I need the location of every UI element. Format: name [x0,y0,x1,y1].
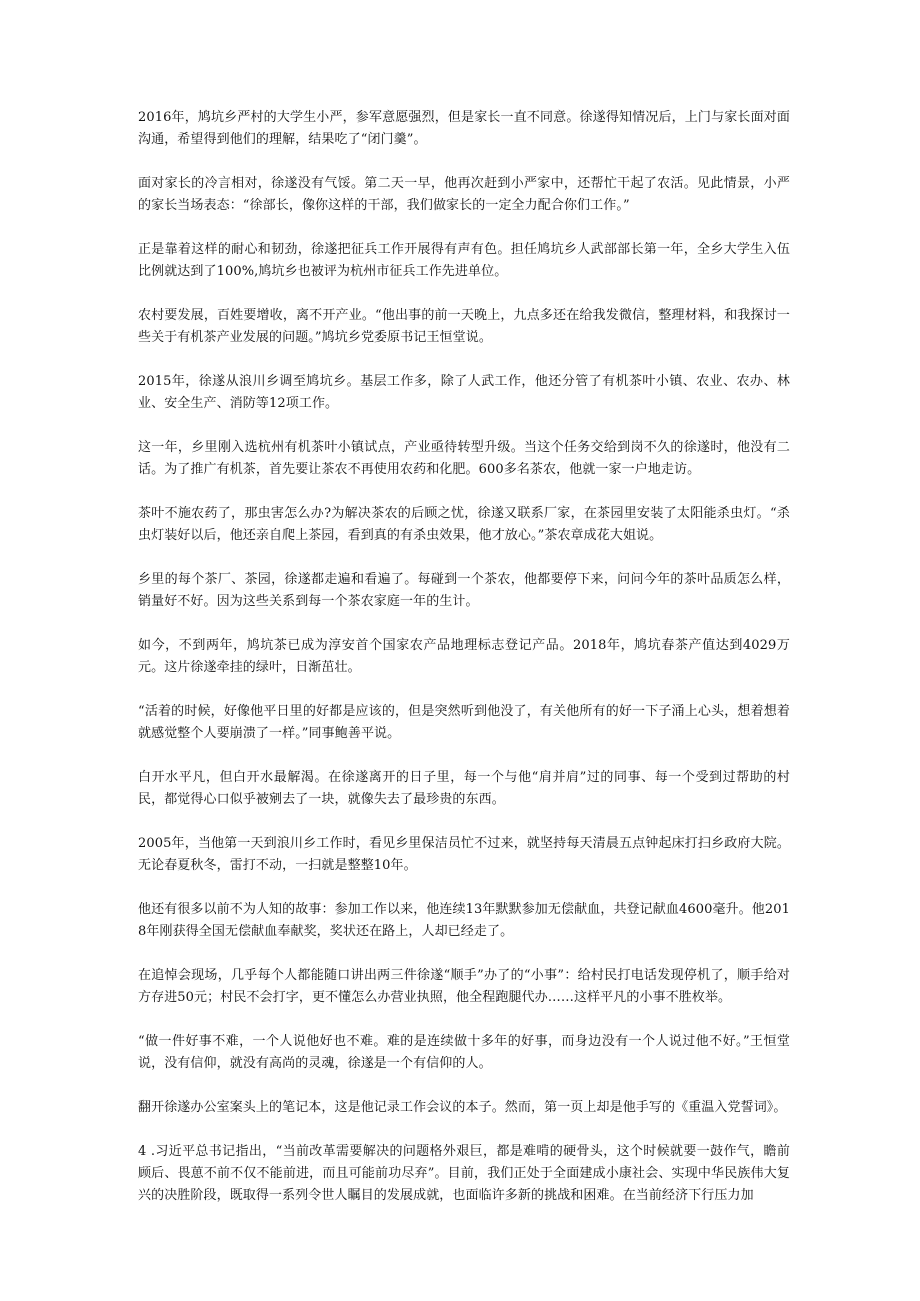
paragraph: 正是靠着这样的耐心和韧劲，徐遂把征兵工作开展得有声有色。担任鸠坑乡人武部部长第一年，全乡大学生入伍比例就达到了100%,鸠坑乡也被评为杭州市征兵工作先进单位。 [138,242,790,279]
paragraph: 白开水平凡，但白开水最解渴。在徐遂离开的日子里，每一个与他“肩并肩”过的同事、每一个受到过帮助的村民，都觉得心口似乎被剜去了一块，就像失去了最珍贵的东西。 [138,770,790,807]
paragraph: 他还有很多以前不为人知的故事：参加工作以来，他连续13年默默参加无偿献血，共登记献血4600毫升。他2018年刚获得全国无偿献血奉献奖，奖状还在路上，人却已经走了。 [138,902,790,939]
paragraph: “活着的时候，好像他平日里的好都是应该的，但是突然听到他没了，有关他所有的好一下子涌上心头，想着想着就感觉整个人要崩溃了一样。”同事鲍善平说。 [138,704,790,741]
paragraph: 2015年，徐遂从浪川乡调至鸠坑乡。基层工作多，除了人武工作，他还分管了有机茶叶小镇、农业、农办、林业、安全生产、消防等12项工作。 [138,374,790,411]
article-body [138,107,790,1207]
paragraph: 面对家长的冷言相对，徐遂没有气馁。第二天一早，他再次赶到小严家中，还帮忙干起了农活。见此情景，小严的家长当场表态：“徐部长，像你这样的干部，我们做家长的一定全力配合你们工作。” [138,176,790,213]
paragraph: 4 .习近平总书记指出，“当前改革需要解决的问题格外艰巨，都是难啃的硬骨头，这个时候就要一鼓作气，瞻前顾后、畏葸不前不仅不能前进，而且可能前功尽弃”。目前，我们正处于全面建成小康社会、实现中华民族伟大复兴的决胜阶段，既取得一系列令世人瞩目的发展成就，也面临许多新的挑战和困难。在当前经济下行压力加 [138,1144,790,1203]
paragraph: 在追悼会现场，几乎每个人都能随口讲出两三件徐遂“顺手”办了的“小事”：给村民打电话发现停机了，顺手给对方存进50元；村民不会打字，更不懂怎么办营业执照，他全程跑腿代办……这样平凡的小事不胜枚举。 [138,968,790,1005]
paragraph: 农村要发展，百姓要增收，离不开产业。“他出事的前一天晚上，九点多还在给我发微信，整理材料，和我探讨一些关于有机茶产业发展的问题。”鸠坑乡党委原书记王恒堂说。 [138,308,790,345]
paragraph: 如今，不到两年，鸠坑茶已成为淳安首个国家农产品地理标志登记产品。2018年，鸠坑春茶产值达到4029万元。这片徐遂牵挂的绿叶，日渐茁壮。 [138,638,790,675]
paragraph: 2005年，当他第一天到浪川乡工作时，看见乡里保洁员忙不过来，就坚持每天清晨五点钟起床打扫乡政府大院。无论春夏秋冬，雷打不动，一扫就是整整10年。 [138,836,790,873]
paragraph: 乡里的每个茶厂、茶园，徐遂都走遍和看遍了。每碰到一个茶农，他都要停下来，问问今年的茶叶品质怎么样，销量好不好。因为这些关系到每一个茶农家庭一年的生计。 [138,572,790,609]
paragraph: 这一年，乡里刚入选杭州有机茶叶小镇试点，产业亟待转型升级。当这个任务交给到岗不久的徐遂时，他没有二话。为了推广有机茶，首先要让茶农不再使用农药和化肥。600多名茶农，他就一家一户地走访。 [138,440,790,477]
paragraph: 茶叶不施农药了，那虫害怎么办?为解决茶农的后顾之忧，徐遂又联系厂家，在茶园里安装了太阳能杀虫灯。“杀虫灯装好以后，他还亲自爬上茶园，看到真的有杀虫效果，他才放心。”茶农章成花大姐说。 [138,506,790,543]
paragraph: 翻开徐遂办公室案头上的笔记本，这是他记录工作会议的本子。然而，第一页上却是他手写的《重温入党誓词》。 [138,1100,787,1115]
paragraph: “做一件好事不难，一个人说他好也不难。难的是连续做十多年的好事，而身边没有一个人说过他不好。”王恒堂说，没有信仰，就没有高尚的灵魂，徐遂是一个有信仰的人。 [138,1034,790,1071]
paragraph: 2016年，鸠坑乡严村的大学生小严，参军意愿强烈，但是家长一直不同意。徐遂得知情况后，上门与家长面对面沟通，希望得到他们的理解，结果吃了“闭门羹”。 [138,110,790,147]
